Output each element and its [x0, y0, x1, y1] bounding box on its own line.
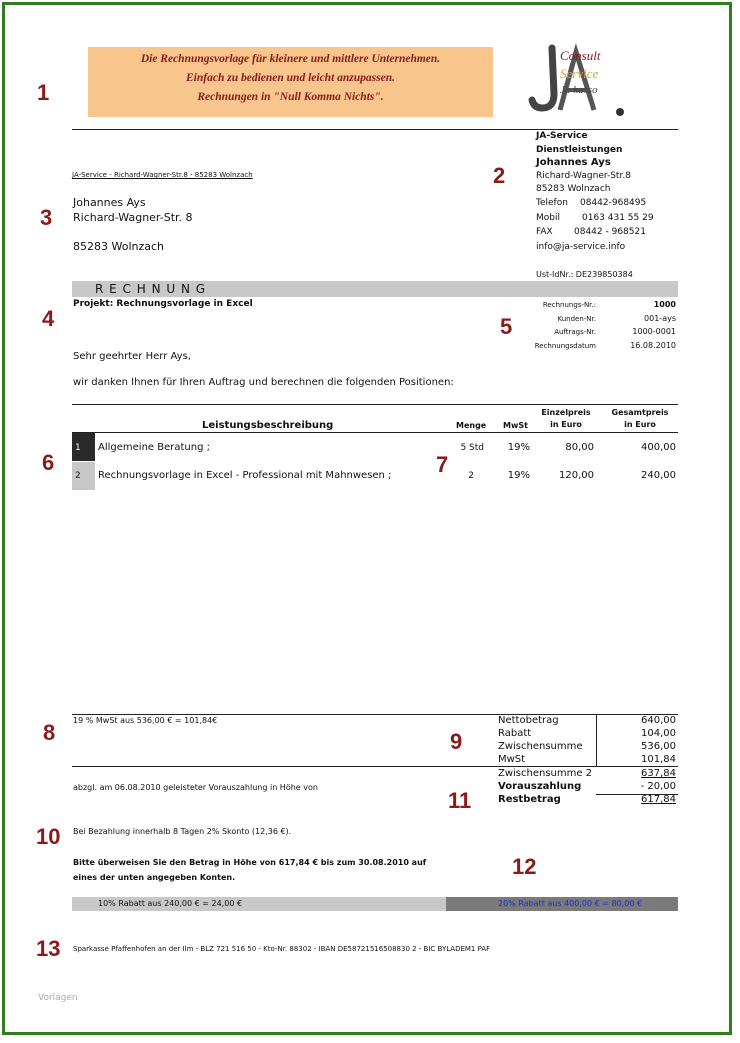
row-total: 240,00: [641, 470, 676, 481]
meta-label: Kunden-Nr.: [557, 315, 596, 323]
totals2-label: Vorauszahlung: [498, 781, 582, 792]
meta-label: Rechnungs-Nr.:: [542, 301, 596, 309]
totals-label: MwSt: [498, 754, 526, 765]
row-unit-price: 80,00: [565, 442, 594, 453]
row-qty: 5 Std: [460, 443, 484, 453]
totals-label: Nettobetrag: [498, 715, 559, 726]
marker-10: 10: [36, 824, 61, 849]
discount-left-text: 10% Rabatt aus 240,00 € = 24,00 €: [98, 899, 243, 908]
vat-note: 19 % MwSt aus 536,00 € = 101,84€: [73, 716, 218, 725]
salutation: Sehr geehrter Herr Ays,: [73, 351, 191, 362]
marker-1: 1: [37, 80, 50, 105]
banner-line-3: Rechnungen in "Null Komma Nichts".: [197, 91, 384, 103]
company-mobile: 0163 431 55 29: [582, 213, 654, 223]
totals-label: Rabatt: [498, 728, 532, 739]
col-header-desc: Leistungsbeschreibung: [202, 420, 334, 431]
recipient-name: Johannes Ays: [73, 196, 146, 209]
marker-12: 12: [512, 854, 537, 879]
company-mobile-label: Mobil: [536, 213, 560, 223]
marker-4: 4: [42, 306, 55, 331]
meta-value: 1000: [653, 300, 676, 309]
marker-7: 7: [436, 452, 449, 477]
table-header-rule: [72, 432, 678, 433]
company-fax: 08442 - 968521: [574, 227, 646, 237]
totals-label: Zwischensumme: [498, 741, 583, 752]
col-header-vat: MwSt: [503, 421, 528, 430]
logo-text-consult: Consult: [560, 48, 601, 63]
company-street: Richard-Wagner-Str.8: [536, 171, 631, 181]
invoice-title: R E C H N U N G: [95, 282, 207, 296]
row-unit-price: 120,00: [559, 470, 594, 481]
marker-2: 2: [493, 163, 506, 188]
totals2-value: - 20,00: [640, 781, 676, 792]
meta-label: Auftrags-Nr.: [554, 328, 596, 336]
company-city: 85283 Wolnzach: [536, 184, 611, 194]
discount-right-text: 20% Rabatt aus 400,00 € = 80,00 €: [498, 899, 643, 908]
col-header-unit-2: in Euro: [550, 420, 582, 429]
project-title: Projekt: Rechnungsvorlage in Excel: [73, 299, 253, 309]
skonto-note: Bei Bezahlung innerhalb 8 Tagen 2% Skonto (12,36 €).: [73, 827, 292, 836]
company-fax-label: FAX: [536, 227, 553, 237]
intro-text: wir danken Ihnen für Ihren Auftrag und berechnen die folgenden Positionen:: [73, 377, 454, 388]
marker-5: 5: [500, 314, 513, 339]
totals2-label: Zwischensumme 2: [498, 768, 593, 779]
table-top-rule: [72, 404, 678, 405]
totals2-value: 617,84: [641, 794, 676, 805]
marker-6: 6: [42, 450, 55, 475]
pos-number: 1: [75, 443, 81, 453]
company-vat-id: Ust-IdNr.: DE239850384: [536, 270, 633, 279]
totals-value: 104,00: [641, 728, 676, 739]
logo-text-service: Service: [560, 66, 599, 81]
sender-line: JA-Service - Richard-Wagner-Str.8 - 85283 Wolnzach: [72, 171, 253, 179]
row-total: 400,00: [641, 442, 676, 453]
col-header-total-2: in Euro: [624, 420, 656, 429]
row-desc: Allgemeine Beratung ;: [98, 442, 210, 453]
payment-instruction-1: Bitte überweisen Sie den Betrag in Höhe von 617,84 € bis zum 30.08.2010 auf: [73, 858, 427, 867]
totals-value: 101,84: [641, 754, 676, 765]
marker-3: 3: [40, 205, 53, 230]
recipient-city: 85283 Wolnzach: [73, 240, 165, 253]
marker-13: 13: [36, 936, 61, 961]
footer-watermark: Vorlagen: [38, 993, 78, 1003]
col-header-unit-1: Einzelpreis: [541, 408, 591, 417]
meta-label: Rechnungsdatum: [534, 342, 596, 350]
prepayment-note: abzgl. am 06.08.2010 geleisteter Vorauszahlung in Höhe von: [73, 783, 318, 792]
totals-value: 536,00: [641, 741, 676, 752]
company-phone-label: Telefon: [536, 198, 568, 208]
banner-line-1: Die Rechnungsvorlage für kleinere und mittlere Unternehmen.: [140, 53, 441, 65]
company-phone: 08442-968495: [580, 198, 647, 208]
col-header-qty: Menge: [456, 421, 487, 430]
meta-value: 16.08.2010: [630, 341, 676, 350]
recipient-street: Richard-Wagner-Str. 8: [73, 211, 193, 224]
logo-text-inkasso: Ja kasso: [560, 84, 598, 96]
company-name: JA-Service: [536, 131, 588, 141]
totals-value: 640,00: [641, 715, 676, 726]
company-email: info@ja-service.info: [536, 242, 626, 252]
marker-11: 11: [448, 788, 472, 813]
row-vat: 19%: [507, 470, 530, 481]
company-sub: Dienstleistungen: [536, 145, 623, 155]
promo-banner: [88, 47, 493, 117]
row-desc: Rechnungsvorlage in Excel - Professional mit Mahnwesen ;: [98, 470, 392, 481]
col-header-total-1: Gesamtpreis: [611, 408, 669, 417]
marker-8: 8: [43, 720, 56, 745]
totals2-label: Restbetrag: [498, 794, 561, 805]
bank-details: Sparkasse Pfaffenhofen an der Ilm - BLZ 721 516 50 - Kto-Nr. 88302 - IBAN DE58721516508830 2 - BIC BYLADEM1 PAF: [73, 945, 491, 953]
row-vat: 19%: [507, 442, 530, 453]
marker-9: 9: [450, 729, 463, 754]
totals-mid-rule: [72, 766, 678, 767]
company-logo: [524, 42, 630, 120]
payment-instruction-2: eines der unten angegeben Konten.: [73, 873, 236, 882]
meta-value: 1000-0001: [632, 327, 676, 336]
totals-top-rule: [72, 714, 678, 715]
meta-value: 001-ays: [644, 314, 676, 323]
company-person: Johannes Ays: [536, 157, 611, 168]
totals2-value: 637,84: [641, 768, 676, 779]
row-qty: 2: [468, 471, 474, 481]
header-rule: [72, 129, 678, 130]
banner-line-2: Einfach zu bedienen und leicht anzupassen.: [186, 72, 395, 84]
totals-divider: [596, 714, 597, 766]
pos-number: 2: [75, 471, 81, 481]
